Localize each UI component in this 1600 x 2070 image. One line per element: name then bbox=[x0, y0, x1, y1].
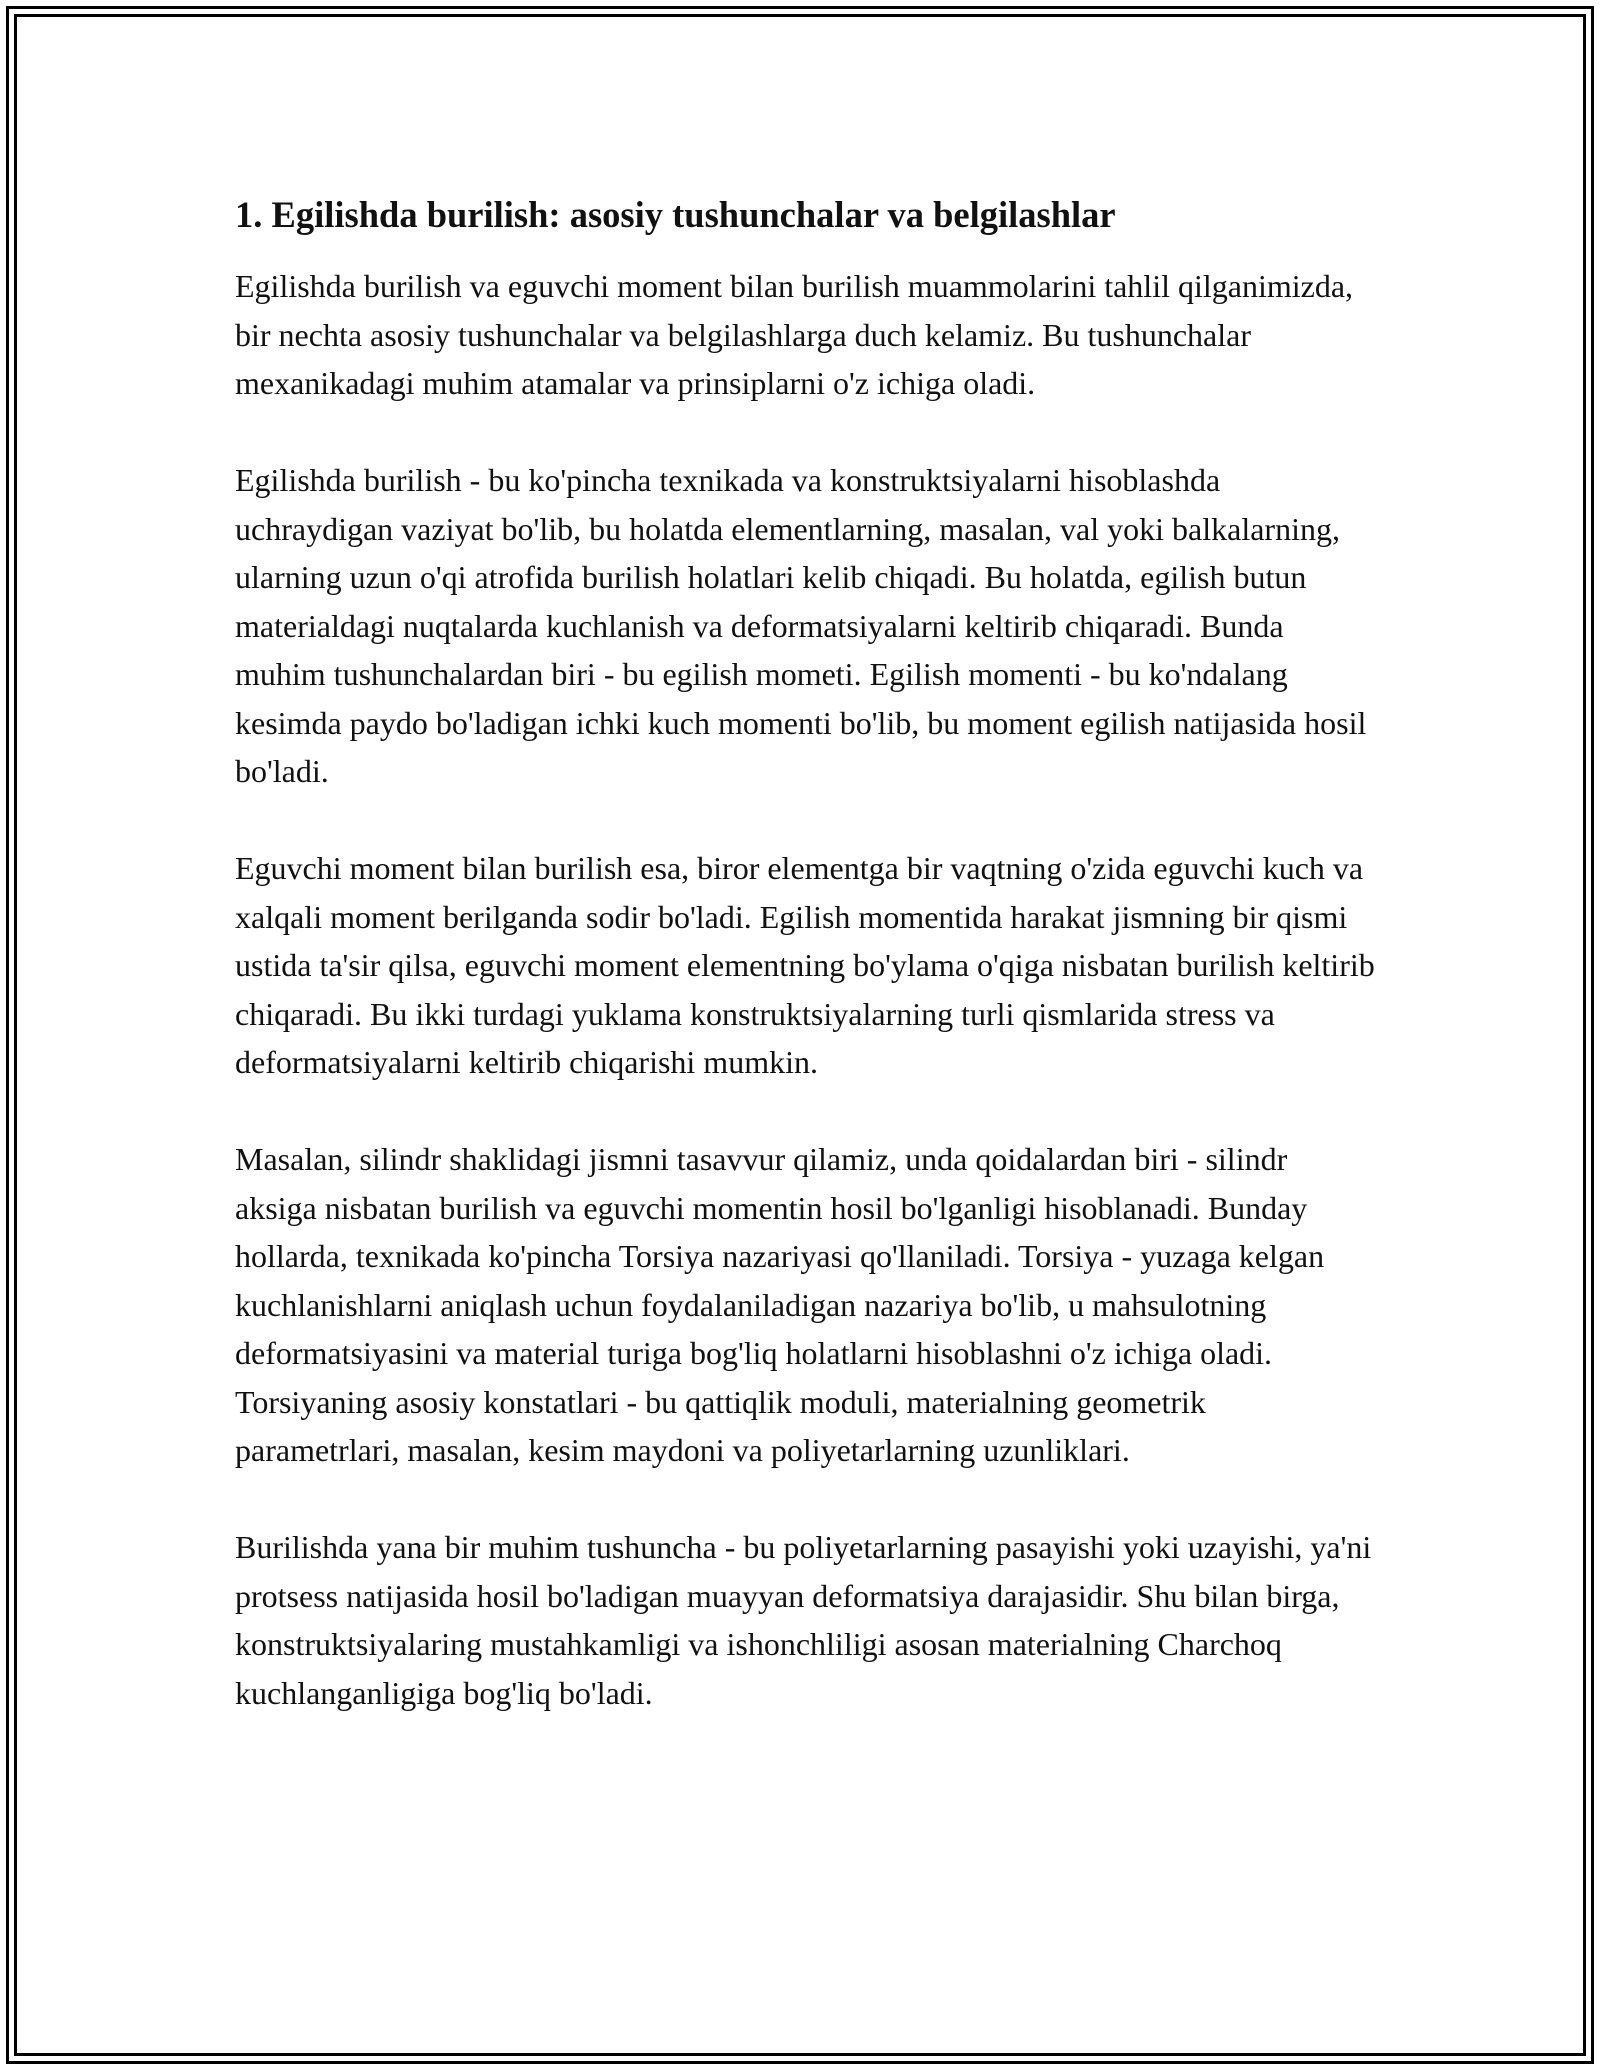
paragraph-2: Egilishda burilish - bu ko'pincha texnikada va konstruktsiyalarni hisoblashda uchraydigan vaziyat bo'lib, bu holatda elementlarning, masalan, val yoki balkalarning, ularning uzun o'qi atrofida burilish holatlari kelib chiqadi. Bu holatda, egilish butun materialdagi nuqtalarda kuchlanish va deformatsiyalarni keltirib chiqaradi. Bunda muhim tushunchalardan biri - bu egilish mometi. Egilish momenti - bu ko'ndalang kesimda paydo bo'ladigan ichki kuch momenti bo'lib, bu moment egilish natijasida hosil bo'ladi. bbox=[235, 462, 1367, 789]
paragraph-3: Eguvchi moment bilan burilish esa, biror elementga bir vaqtning o'zida eguvchi kuch va xalqali moment berilganda sodir bo'ladi. Egilish momentida harakat jismning bir qismi ustida ta'sir qilsa, eguvchi moment elementning bo'ylama o'qiga nisbatan burilish keltirib chiqaradi. Bu ikki turdagi yuklama konstruktsiyalarning turli qismlarida stress va deformatsiyalarni keltirib chiqarishi mumkin. bbox=[235, 850, 1375, 1080]
section-heading: 1. Egilishda burilish: asosiy tushunchalar va belgilashlar bbox=[235, 194, 1116, 235]
paragraph-1: Egilishda burilish va eguvchi moment bilan burilish muammolarini tahlil qilganimizda, bir nechta asosiy tushunchalar va belgilashlarga duch kelamiz. Bu tushunchalar mexanikadagi muhim atamalar va prinsiplarni o'z ichiga oladi. bbox=[235, 268, 1354, 401]
paragraph-4: Masalan, silindr shaklidagi jismni tasavvur qilamiz, unda qoidalardan biri - silindr aksiga nisbatan burilish va eguvchi momentin hosil bo'lganligi hisoblanadi. Bunday hollarda, texnikada ko'pincha Torsiya nazariyasi qo'llaniladi. Torsiya - yuzaga kelgan kuchlanishlarni aniqlash uchun foydalaniladigan nazariya bo'lib, u mahsulotning deformatsiyasini va material turiga bog'liq holatlarni hisoblashni o'z ichiga oladi. Torsiyaning asosiy konstatlari - bu qattiqlik moduli, materialning geometrik parametrlari, masalan, kesim maydoni va poliyetarlarning uzunliklari. bbox=[235, 1141, 1325, 1468]
document-body bbox=[235, 188, 1375, 1717]
paragraph-5: Burilishda yana bir muhim tushuncha - bu poliyetarlarning pasayishi yoki uzayishi, ya'ni protsess natijasida hosil bo'ladigan muayyan deformatsiya darajasidir. Shu bilan birga, konstruktsiyalaring mustahkamligi va ishonchliligi asosan materialning Charchoq kuchlanganligiga bog'liq bo'ladi. bbox=[235, 1529, 1372, 1711]
